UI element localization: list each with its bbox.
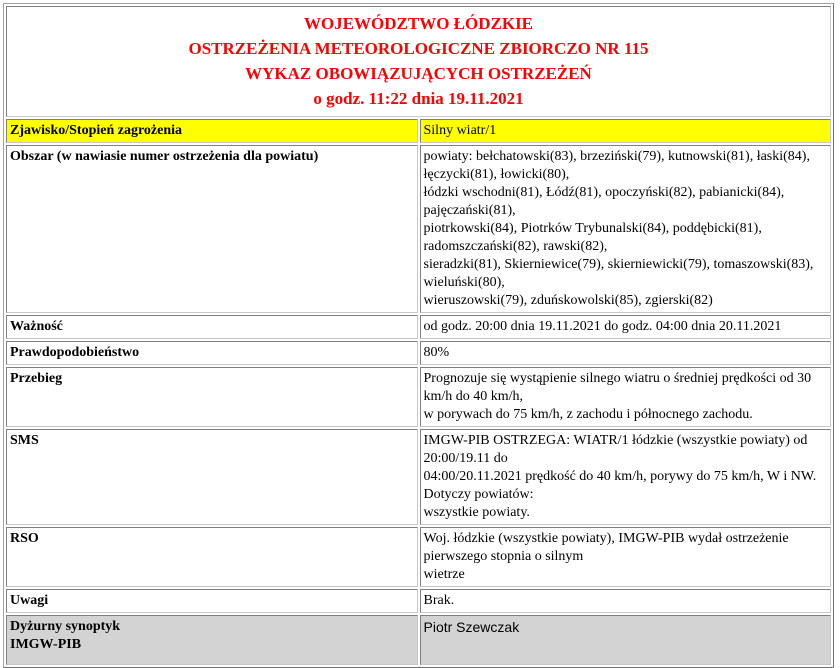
label-rso: RSO [6,527,418,587]
obszar-line: wieruszowski(79), zduńskowolski(85), zgierski(82) [423,293,713,308]
warning-table [4,4,833,667]
label-prawdopodobienstwo: Prawdopodobieństwo [6,341,418,365]
value-dyzurny: Piotr Szewczak [420,615,832,665]
row-dyzurny [6,615,831,665]
value-rso [420,527,832,587]
row-obszar [6,145,831,313]
row-sms [6,429,831,525]
header-list-title: WYKAZ OBOWIĄZUJĄCYCH OSTRZEŻEŃ [245,64,592,83]
label-przebieg: Przebieg [6,367,418,427]
rso-line: wietrze [423,567,465,582]
obszar-line: sieradzki(81), Skierniewice(79), skierniewicki(79), tomaszowski(83), wieluński(80), [423,257,814,290]
header-voivodeship: WOJEWÓDZTWO ŁÓDZKIE [303,14,534,33]
dyzurny-label-line: IMGW-PIB [10,637,82,652]
row-rso [6,527,831,587]
label-dyzurny [6,615,418,665]
value-sms [420,429,832,525]
header-timestamp: o godz. 11:22 dnia 19.11.2021 [313,89,524,108]
dyzurny-label-line: Dyżurny synoptyk [10,619,121,634]
value-prawdopodobienstwo: 80% [420,341,832,365]
obszar-line: powiaty: bełchatowski(83), brzeziński(79), kutnowski(81), łaski(84), łęczycki(81), łowicki(80), [423,149,810,182]
header-bulletin-number: OSTRZEŻENIA METEOROLOGICZNE ZBIORCZO NR 115 [188,39,649,58]
value-uwagi: Brak. [420,589,832,613]
value-waznosc: od godz. 20:00 dnia 19.11.2021 do godz. 04:00 dnia 20.11.2021 [420,315,832,339]
row-waznosc [6,315,831,339]
sms-line: wszystkie powiaty. [423,505,530,520]
label-uwagi: Uwagi [6,589,418,613]
value-przebieg [420,367,832,427]
row-przebieg [6,367,831,427]
label-obszar: Obszar (w nawiasie numer ostrzeżenia dla powiatu) [6,145,418,313]
label-zjawisko: Zjawisko/Stopień zagrożenia [6,119,418,143]
przebieg-line: w porywach do 75 km/h, z zachodu i północnego zachodu. [423,407,753,422]
row-zjawisko [6,119,831,143]
label-waznosc: Ważność [6,315,418,339]
sms-line: IMGW-PIB OSTRZEGA: WIATR/1 łódzkie (wszystkie powiaty) od 20:00/19.11 do [423,433,808,466]
sms-line: 04:00/20.11.2021 prędkość do 40 km/h, porywy do 75 km/h, W i NW. Dotyczy powiatów: [423,469,817,502]
row-prawdopodobienstwo [6,341,831,365]
value-obszar [420,145,832,313]
warning-panel [3,3,834,668]
obszar-line: łódzki wschodni(81), Łódź(81), opoczyński(82), pabianicki(84), pajęczański(81), [423,185,785,218]
obszar-line: piotrkowski(84), Piotrków Trybunalski(84), poddębicki(81), radomszczański(82), rawski(82), [423,221,762,254]
warning-header [6,6,831,117]
rso-line: Woj. łódzkie (wszystkie powiaty), IMGW-PIB wydał ostrzeżenie pierwszego stopnia o silnym [423,531,789,564]
przebieg-line: Prognozuje się wystąpienie silnego wiatru o średniej prędkości od 30 km/h do 40 km/h, [423,371,812,404]
value-zjawisko: Silny wiatr/1 [420,119,832,143]
row-uwagi [6,589,831,613]
header-row [6,6,831,117]
label-sms: SMS [6,429,418,525]
